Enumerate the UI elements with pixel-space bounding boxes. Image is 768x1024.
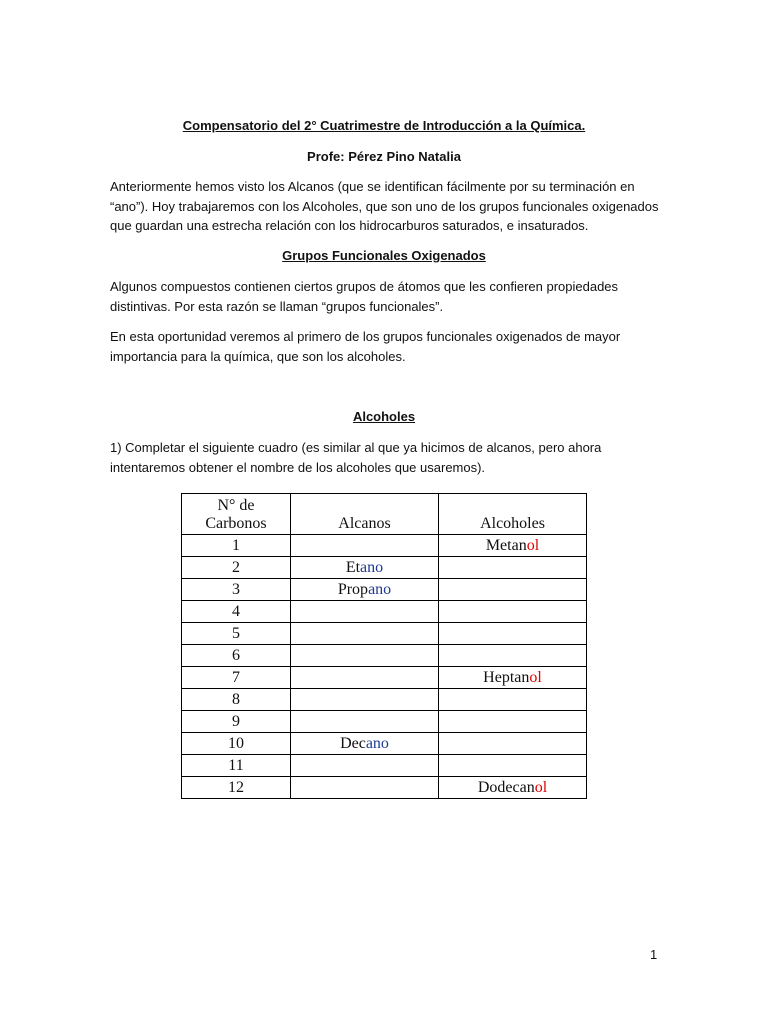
alkane-cell[interactable] xyxy=(291,667,439,689)
carbon-count-cell: 5 xyxy=(182,623,291,645)
header-carbons-line1: N° de xyxy=(217,497,255,514)
alkane-cell[interactable] xyxy=(291,623,439,645)
table-row xyxy=(182,667,587,689)
alkane-stem: Et xyxy=(345,558,361,576)
alcohol-cell[interactable] xyxy=(439,601,587,623)
alkane-cell[interactable] xyxy=(291,733,439,755)
alcohol-stem: Heptan xyxy=(483,668,530,686)
carbon-count-cell: 6 xyxy=(182,645,291,667)
header-alcohols: Alcoholes xyxy=(439,494,587,535)
carbon-count-cell: 10 xyxy=(182,733,291,755)
alcohol-cell[interactable] xyxy=(439,535,587,557)
alcohol-cell[interactable] xyxy=(439,755,587,777)
carbon-count-cell: 12 xyxy=(182,777,291,799)
alcohol-cell[interactable] xyxy=(439,579,587,601)
table-header-row xyxy=(182,494,587,535)
table-row xyxy=(182,535,587,557)
alcohol-suffix: ol xyxy=(534,778,548,796)
header-carbons xyxy=(182,494,291,535)
groups-paragraph: Algunos compuestos contienen ciertos grupos de átomos que les confieren propiedades distintivas. Por esta razón se llaman “grupos funcionales”. xyxy=(110,279,619,314)
alcohol-cell[interactable] xyxy=(439,645,587,667)
alcohol-cell[interactable] xyxy=(439,777,587,799)
section-heading-grupos: Grupos Funcionales Oxigenados xyxy=(282,248,486,263)
alkane-cell[interactable] xyxy=(291,711,439,733)
alkane-cell[interactable] xyxy=(291,777,439,799)
alkane-stem: Prop xyxy=(337,580,369,598)
alcohol-stem: Metan xyxy=(485,536,527,554)
table-row xyxy=(182,557,587,579)
intro-paragraph: Anteriormente hemos visto los Alcanos (que se identifican fácilmente por su terminación en “ano”). Hoy trabajaremos con los Alcoholes, que son uno de los grupos funcionales oxigenados que guardan una estrecha relación con los hidrocarburos saturados, e insaturados. xyxy=(110,179,659,233)
table-row xyxy=(182,579,587,601)
alkane-suffix: ano xyxy=(368,580,392,598)
carbon-count-cell: 3 xyxy=(182,579,291,601)
alcohol-stem: Dodecan xyxy=(477,778,535,796)
alkane-cell[interactable] xyxy=(291,601,439,623)
header-carbons-line2: Carbonos xyxy=(205,515,267,532)
alcohol-cell[interactable] xyxy=(439,557,587,579)
alkane-cell[interactable] xyxy=(291,689,439,711)
table-body xyxy=(182,535,587,799)
alkane-suffix: ano xyxy=(360,558,384,576)
page-number: 1 xyxy=(650,947,658,962)
alcohol-cell[interactable] xyxy=(439,623,587,645)
document-title: Compensatorio del 2° Cuatrimestre de Introducción a la Química. xyxy=(182,118,586,133)
carbon-count-cell: 11 xyxy=(182,755,291,777)
carbon-count-cell: 7 xyxy=(182,667,291,689)
table-row xyxy=(182,623,587,645)
section-heading-alcoholes: Alcoholes xyxy=(352,409,416,424)
alcohol-cell[interactable] xyxy=(439,667,587,689)
alcohol-cell[interactable] xyxy=(439,689,587,711)
alkane-stem: Dec xyxy=(340,734,366,752)
table-row xyxy=(182,777,587,799)
alkane-cell[interactable] xyxy=(291,557,439,579)
carbon-count-cell: 9 xyxy=(182,711,291,733)
alkane-cell[interactable] xyxy=(291,535,439,557)
alkane-cell[interactable] xyxy=(291,755,439,777)
table-row xyxy=(182,711,587,733)
alkane-cell[interactable] xyxy=(291,645,439,667)
opportunity-paragraph: En esta oportunidad veremos al primero de los grupos funcionales oxigenados de mayor importancia para la química, que son los alcoholes. xyxy=(110,329,621,364)
table-row xyxy=(182,601,587,623)
exercise-instruction: 1) Completar el siguiente cuadro (es similar al que ya hicimos de alcanos, pero ahora intentaremos obtener el nombre de los alcoholes que usaremos). xyxy=(110,440,602,475)
alcohol-suffix: ol xyxy=(526,536,540,554)
alkane-suffix: ano xyxy=(365,734,389,752)
alkane-cell[interactable] xyxy=(291,579,439,601)
header-alkanes: Alcanos xyxy=(291,494,439,535)
teacher-name: Profe: Pérez Pino Natalia xyxy=(307,149,461,164)
table-row xyxy=(182,733,587,755)
alcohol-suffix: ol xyxy=(529,668,542,686)
alkanes-alcohols-table xyxy=(181,493,587,799)
table-row xyxy=(182,689,587,711)
carbon-count-cell: 1 xyxy=(182,535,291,557)
carbon-count-cell: 4 xyxy=(182,601,291,623)
alcohol-cell[interactable] xyxy=(439,733,587,755)
carbon-count-cell: 8 xyxy=(182,689,291,711)
table-row xyxy=(182,755,587,777)
carbon-count-cell: 2 xyxy=(182,557,291,579)
alcohol-cell[interactable] xyxy=(439,711,587,733)
table-row xyxy=(182,645,587,667)
